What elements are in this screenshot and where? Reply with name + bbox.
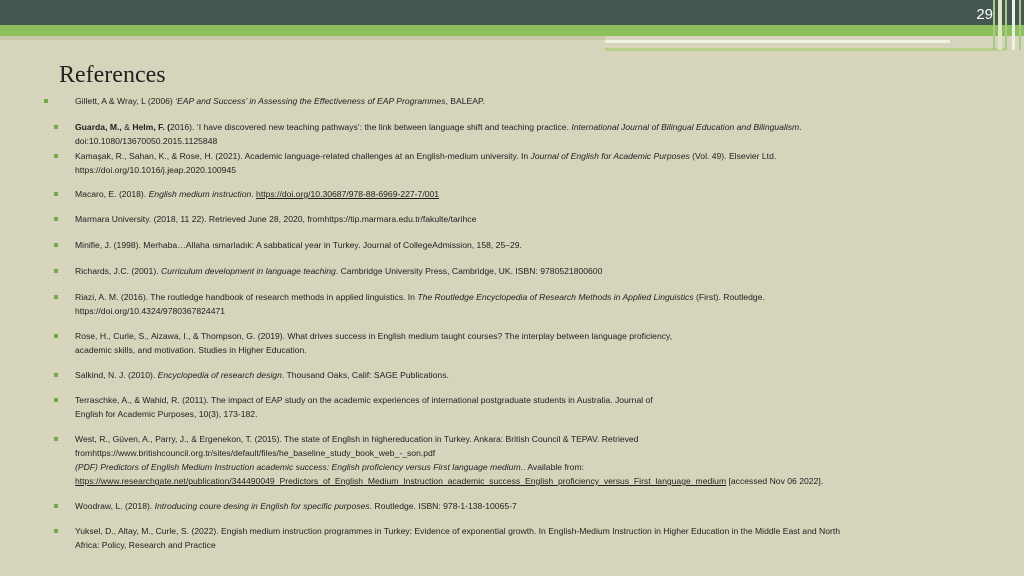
reference-text: Gillett, A & Wray, L (2006) xyxy=(75,96,176,106)
decor-stripe xyxy=(1019,0,1021,50)
reference-item xyxy=(75,264,955,278)
bullet-icon xyxy=(54,192,58,196)
reference-text: Journal of English for Academic Purposes xyxy=(530,151,690,161)
bullet-icon xyxy=(54,437,58,441)
reference-text: doi:10.1080/13670050.2015.1125848 xyxy=(75,136,218,146)
reference-text: & xyxy=(121,122,133,132)
slide-number: 29 xyxy=(976,6,993,23)
reference-item xyxy=(75,432,955,488)
reference-text: academic skills, and motivation. Studies in Higher Education. xyxy=(75,345,307,355)
reference-text: Africa: Policy, Research and Practice xyxy=(75,540,216,550)
reference-item xyxy=(75,187,955,201)
header-bar xyxy=(0,0,1024,25)
reference-text: Salkind, N. J. (2010). xyxy=(75,370,158,380)
reference-text: Macaro, E. (2018). xyxy=(75,189,149,199)
reference-text: (First). Routledge. xyxy=(693,292,765,302)
decor-stripe xyxy=(998,0,1002,50)
reference-text: Introducing coure desing in English for specific purposes xyxy=(154,501,370,511)
bullet-icon xyxy=(54,154,58,158)
reference-text: The Routledge Encyclopedia of Research Methods in Applied Linguistics xyxy=(417,292,694,302)
reference-text: Rose, H., Curle, S., Aizawa, I., & Thompson, G. (2019). What drives success in English medium taught courses? The interplay between language proficiency, xyxy=(75,331,673,341)
reference-text: Minifie, J. (1998). Merhaba…Allaha ısmarladık: A sabbatical year in Turkey. Journal of CollegeAdmission, 158, 25–29. xyxy=(75,240,522,250)
bullet-icon xyxy=(54,125,58,129)
reference-item xyxy=(75,499,955,513)
accent-line xyxy=(605,48,1005,51)
decor-stripe xyxy=(1012,0,1015,50)
bullet-icon xyxy=(54,334,58,338)
reference-link[interactable]: https://doi.org/10.30687/978-88-6969-227-7/001 xyxy=(256,189,440,199)
reference-text: Curriculum development in language teaching xyxy=(160,266,336,276)
reference-item xyxy=(75,524,955,552)
reference-text: ‘EAP and Success’ in Assessing the Effectiveness of EAP Programmes xyxy=(175,96,446,106)
reference-item xyxy=(75,290,955,318)
reference-text: Riazi, A. M. (2016). The routledge handbook of research methods in applied linguistics. In xyxy=(75,292,418,302)
reference-text: [accessed Nov 06 2022]. xyxy=(726,476,824,486)
reference-text: Woodraw, L. (2018). xyxy=(75,501,155,511)
reference-text: English medium instruction xyxy=(148,189,252,199)
reference-text: , BALEAP. xyxy=(445,96,485,106)
reference-text: Yuksel, D., Altay, M., Curle, S. (2022). Engish medium instruction programmes in Turkey: Evidence of exponential growth. In English-Medium Instruction in Higher Education in the Middle East and North xyxy=(75,526,841,536)
reference-text: . xyxy=(251,189,257,199)
decor-stripe xyxy=(1005,0,1007,50)
reference-text: Encyclopedia of research design xyxy=(157,370,282,380)
reference-link[interactable]: https://www.researchgate.net/publication/344490049_Predictors_of_English_Medium_Instruction_academic_success_English_proficiency_versus_First_language_medium xyxy=(75,476,727,486)
accent-line xyxy=(605,40,950,43)
reference-item xyxy=(75,120,955,148)
reference-text: . Thousand Oaks, Calif: SAGE Publications. xyxy=(281,370,449,380)
reference-text: (Vol. 49). Elsevier Ltd. xyxy=(689,151,777,161)
reference-text: Richards, J.C. (2001). xyxy=(75,266,161,276)
reference-text: Kamaşak, R., Sahan, K., & Rose, H. (2021). Academic language-related challenges at an English-medium university. In xyxy=(75,151,531,161)
reference-item xyxy=(75,238,955,252)
reference-item xyxy=(75,368,955,382)
reference-text: Marmara University. (2018, 11 22). Retrieved June 28, 2020, fromhttps://tip.marmara.edu.tr/fakulte/tarihce xyxy=(75,214,477,224)
bullet-icon xyxy=(54,504,58,508)
accent-band xyxy=(0,25,1024,36)
accent-band-light xyxy=(0,36,605,40)
reference-text: West, R., Güven, A., Parry, J., & Ergenekon, T. (2015). The state of English in highereducation in Turkey. Ankara: British Council & TEPAV. Retrieved xyxy=(75,434,639,444)
reference-item xyxy=(75,329,955,357)
reference-text: https://doi.org/10.4324/9780367824471 xyxy=(75,306,226,316)
bullet-icon xyxy=(54,398,58,402)
reference-text: Terraschke, A., & Wahid, R. (2011). The impact of EAP study on the academic experiences of international postgraduate students in Australia. Journal of xyxy=(75,395,653,405)
reference-text: . Routledge. ISBN: 978-1-138-10065-7 xyxy=(369,501,517,511)
reference-item xyxy=(75,149,955,177)
reference-text: . xyxy=(799,122,802,132)
bullet-icon xyxy=(44,99,48,103)
reference-text: fromhttps://www.britishcouncil.org.tr/sites/default/files/he_baseline_study_book_web_-_son.pdf xyxy=(75,448,436,458)
bullet-icon xyxy=(54,217,58,221)
reference-text: . Cambridge University Press, Cambridge, UK. ISBN: 9780521800600 xyxy=(335,266,603,276)
reference-text: Guarda, M., xyxy=(75,122,122,132)
bullet-icon xyxy=(54,269,58,273)
reference-text: 2016). ‘I have discovered new teaching pathways’: the link between language shift and teaching practice. xyxy=(170,122,572,132)
bullet-icon xyxy=(54,373,58,377)
bullet-icon xyxy=(54,529,58,533)
reference-text: . Available from: xyxy=(523,462,584,472)
decor-stripe xyxy=(993,0,995,50)
reference-item xyxy=(75,393,955,421)
reference-text: English for Academic Purposes, 10(3), 173-182. xyxy=(75,409,258,419)
reference-text: Helm, F. ( xyxy=(132,122,171,132)
reference-text: (PDF) Predictors of English Medium Instruction academic success: English proficiency versus First language medium. xyxy=(75,462,524,472)
reference-item xyxy=(75,212,955,226)
reference-item xyxy=(75,94,955,108)
reference-text: https://doi.org/10.1016/j.jeap.2020.100945 xyxy=(75,165,237,175)
slide-title: References xyxy=(59,62,166,88)
bullet-icon xyxy=(54,243,58,247)
bullet-icon xyxy=(54,295,58,299)
reference-text: International Journal of Bilingual Education and Bilingualism xyxy=(571,122,800,132)
